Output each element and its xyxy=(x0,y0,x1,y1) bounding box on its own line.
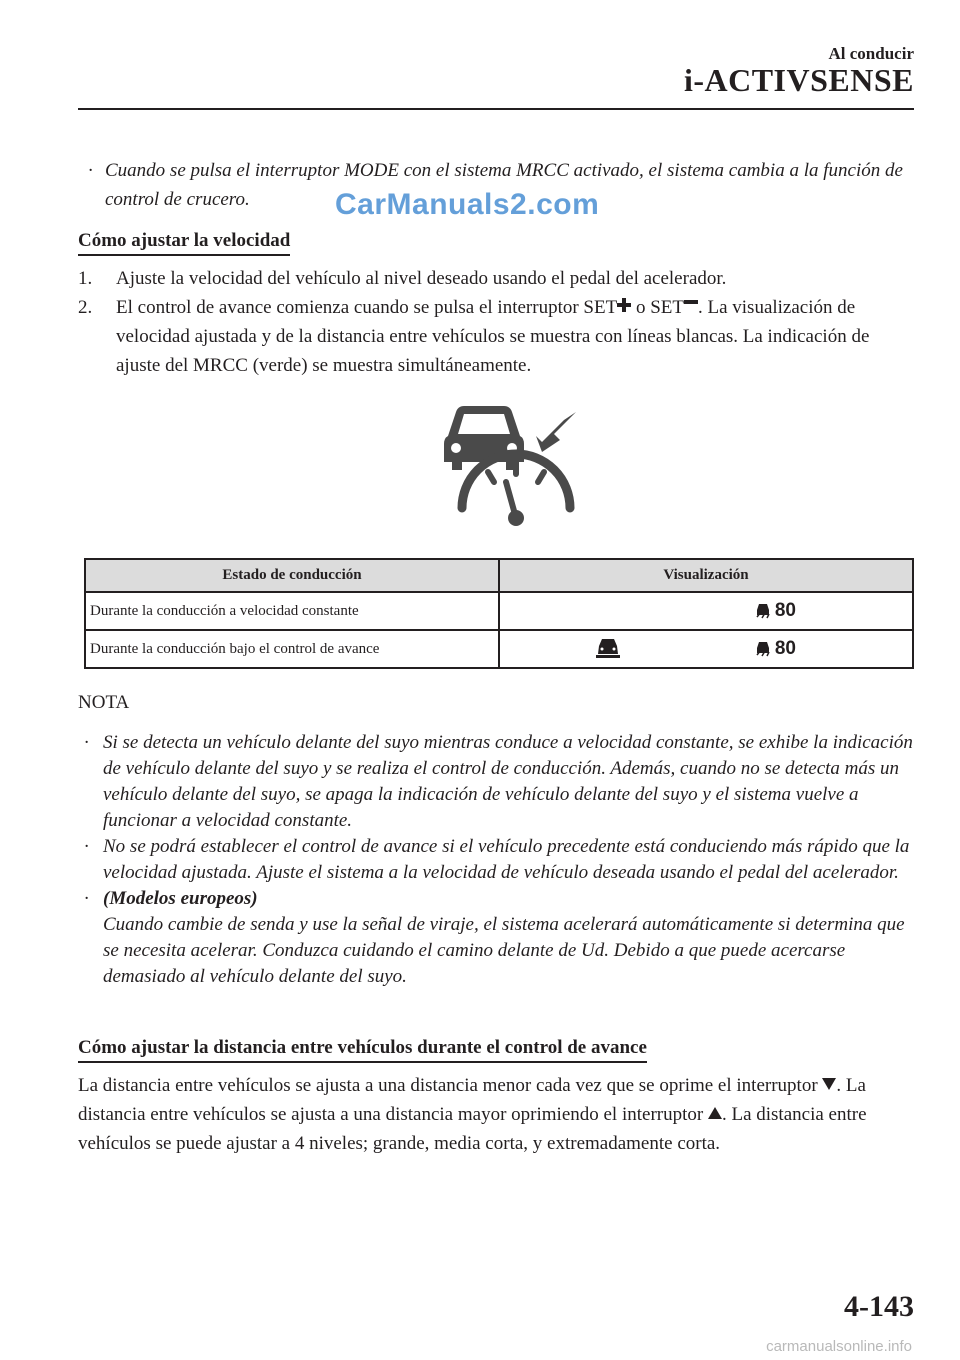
distance-text-1: La distancia entre vehículos se ajusta a una distancia menor cada vez que se oprime el interruptor xyxy=(78,1075,823,1096)
display-cell xyxy=(499,592,913,630)
set-speed-value: 80 xyxy=(774,600,796,621)
table-row xyxy=(85,630,913,668)
footer-site: carmanualsonline.info xyxy=(766,1338,912,1355)
bullet-dot: · xyxy=(84,732,89,753)
note-bullet-2 xyxy=(78,834,914,886)
state-cell: Durante la conducción a velocidad constante xyxy=(85,592,499,630)
lead-vehicle-icon xyxy=(596,637,620,659)
note-bullet-3-text: Cuando cambie de senda y use la señal de viraje, el sistema acelerará automáticamente si determina que se necesita acelerar. Conduzca cuidando el camino delante de Ud. Debido a que puede acercarse demasiado al vehículo delante del suyo. xyxy=(103,914,905,987)
distance-car-icon xyxy=(755,603,771,619)
note-bullet-3-title: (Modelos europeos) xyxy=(103,888,258,909)
column-header-state: Estado de conducción xyxy=(85,559,499,592)
set-speed-value: 80 xyxy=(774,638,796,659)
triangle-down-icon xyxy=(822,1077,836,1091)
mrcc-indicator-illustration xyxy=(426,400,586,530)
header-rule xyxy=(78,108,914,110)
bullet-dot: · xyxy=(88,160,93,181)
step-1 xyxy=(78,264,914,293)
section-title: Al conducir xyxy=(828,44,914,63)
distance-text-3: . La distancia entre vehículos se puede ajustar a 4 niveles; grande, media corta, y extremadamente corta. xyxy=(78,1104,867,1154)
table-row xyxy=(85,592,913,630)
distance-paragraph xyxy=(78,1071,914,1158)
gauge-hub xyxy=(508,510,524,526)
arrow-icon xyxy=(536,412,576,452)
gauge-ticks xyxy=(488,462,544,482)
column-header-display: Visualización xyxy=(499,559,913,592)
note-title: NOTA xyxy=(78,692,130,713)
bullet-dot: · xyxy=(84,836,89,857)
speed-heading: Cómo ajustar la velocidad xyxy=(78,229,290,256)
intro-bullet-text: Cuando se pulsa el interruptor MODE con el sistema MRCC activado, el sistema cambia a la función de control de crucero. xyxy=(105,160,903,210)
display-cell xyxy=(499,630,913,668)
step-2-text-c: . La visualización de velocidad ajustada y de la distancia entre vehículos se muestra con líneas blancas. La indicación de ajuste del MRCC (verde) se muestra simultáneamente. xyxy=(116,297,870,376)
distance-text-2: . La distancia entre vehículos se ajusta a una distancia mayor oprimiendo el interruptor xyxy=(78,1075,866,1125)
state-cell: Durante la conducción bajo el control de avance xyxy=(85,630,499,668)
table-header-row xyxy=(85,559,913,592)
distance-car-icon xyxy=(755,641,771,657)
watermark-logo: CarManuals2.com xyxy=(335,188,600,221)
speed-display xyxy=(755,639,796,658)
speed-display xyxy=(755,601,796,620)
step-2-text-b: o SET xyxy=(631,297,684,318)
note-block xyxy=(78,690,914,990)
note-bullet-3 xyxy=(78,886,914,990)
step-2 xyxy=(78,293,914,380)
note-bullet-2-text: No se podrá establecer el control de avance si el vehículo precedente está conduciendo más rápido que la velocidad ajustada. Ajuste el sistema a la velocidad de vehículo deseada usando el pedal del acelerador. xyxy=(103,836,910,883)
step-1-text: Ajuste la velocidad del vehículo al nivel deseado usando el pedal del acelerador. xyxy=(116,268,727,289)
driving-state-table xyxy=(84,558,914,669)
bullet-dot: · xyxy=(84,888,89,909)
distance-section xyxy=(78,1033,914,1158)
step-1-number: 1. xyxy=(78,268,93,289)
note-bullet-1 xyxy=(78,730,914,834)
step-2-number: 2. xyxy=(78,297,93,318)
minus-icon xyxy=(684,298,698,312)
distance-heading: Cómo ajustar la distancia entre vehículos durante el control de avance xyxy=(78,1036,647,1063)
chapter-title: i-ACTIVSENSE xyxy=(683,62,914,98)
note-bullet-1-text: Si se detecta un vehículo delante del suyo mientras conduce a velocidad constante, se exhibe la indicación de vehículo delante del suyo y se realiza el control de conducción. Además, cuando no se detecta más un vehículo delante del suyo, se apaga la indicación de vehículo delante del suyo y el sistema vuelve a funcionar a velocidad constante. xyxy=(103,732,913,831)
step-2-text-a: El control de avance comienza cuando se pulsa el interruptor SET xyxy=(116,297,618,318)
page-number: 4-143 xyxy=(844,1290,914,1323)
plus-icon xyxy=(617,298,631,312)
triangle-up-icon xyxy=(708,1106,722,1120)
